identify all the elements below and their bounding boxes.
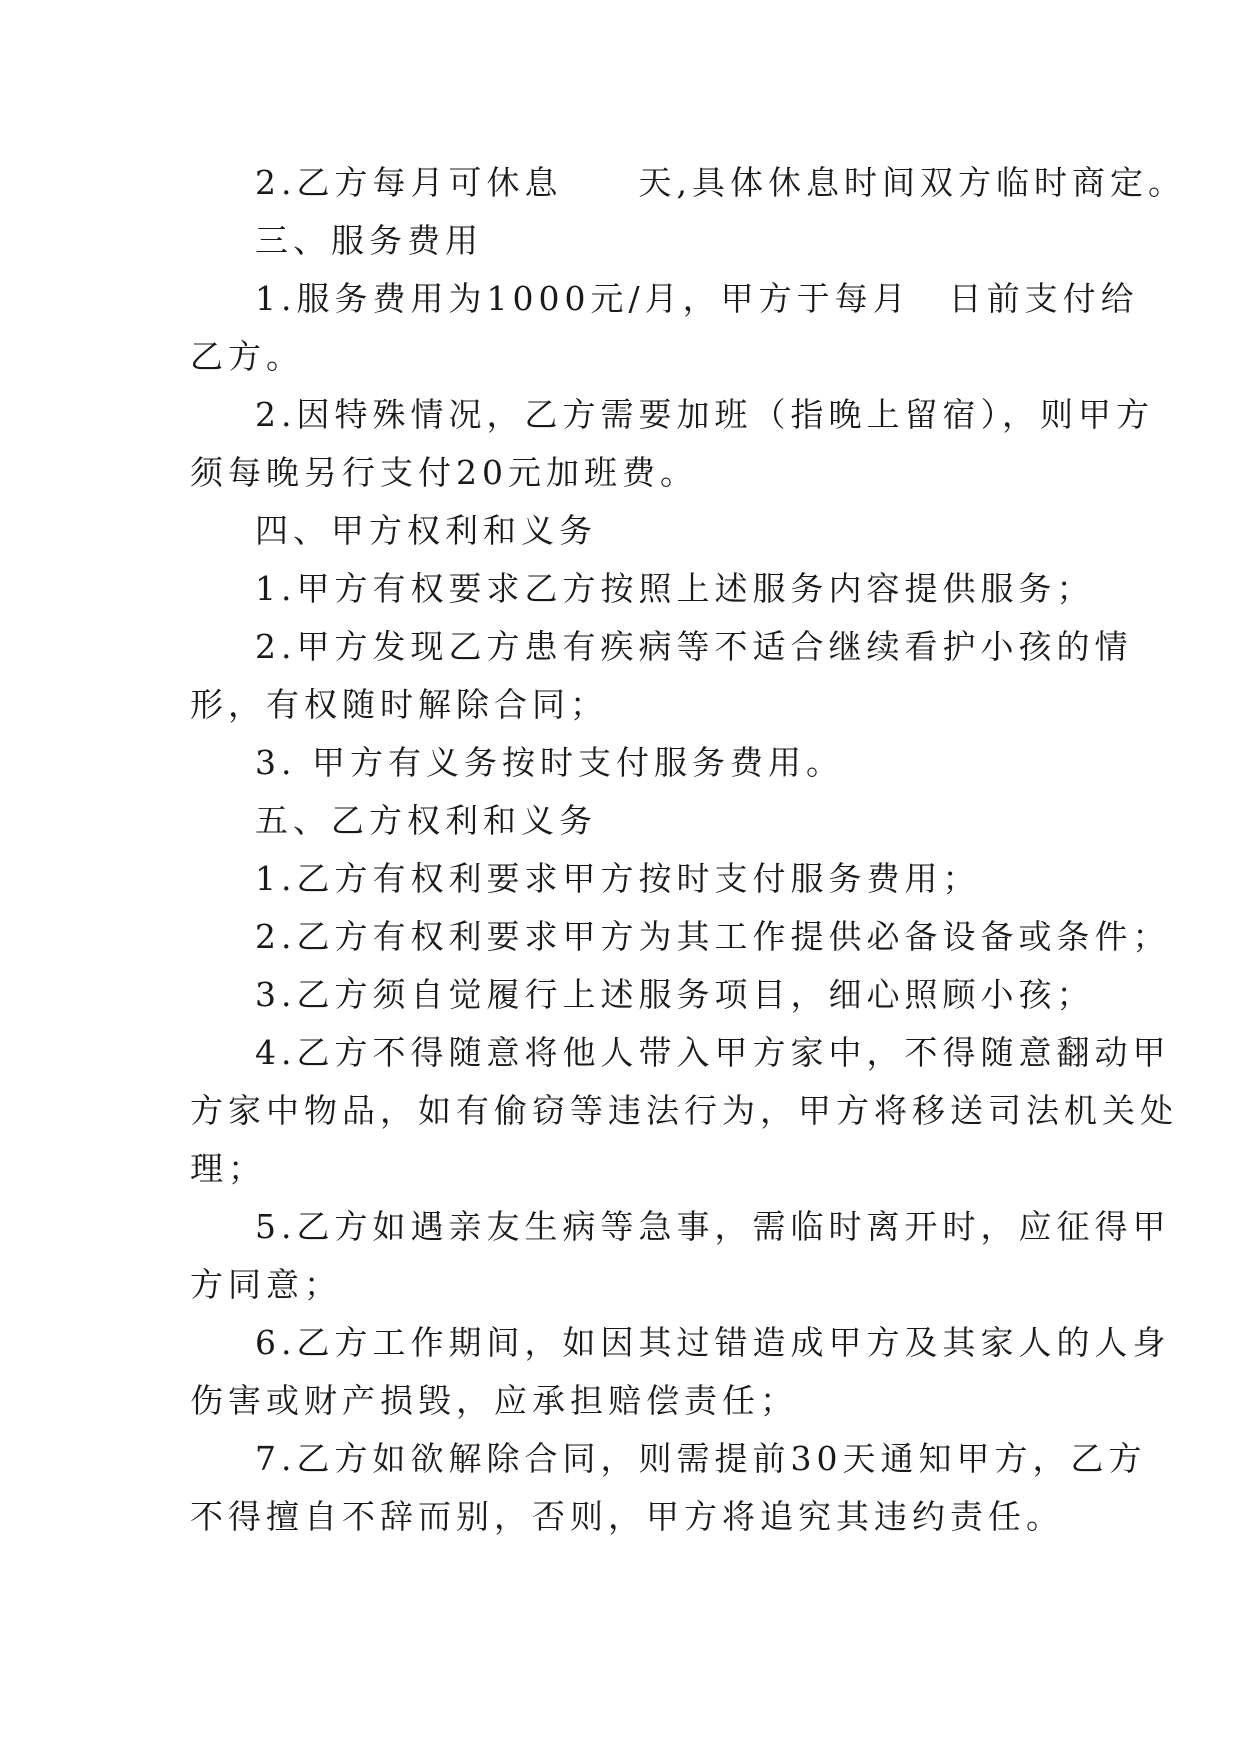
text-line: 2.甲方发现乙方患有疾病等不适合继续看护小孩的情 bbox=[255, 627, 1133, 666]
section-heading: 四、甲方权利和义务 bbox=[255, 511, 597, 550]
text-line: 须每晚另行支付20元加班费。 bbox=[190, 453, 698, 492]
text-line: 方家中物品，如有偷窃等违法行为，甲方将移送司法机关处 bbox=[190, 1091, 1178, 1130]
section-heading: 五、乙方权利和义务 bbox=[255, 801, 597, 840]
text-line: 1.甲方有权要求乙方按照上述服务内容提供服务； bbox=[255, 569, 1095, 608]
text-line: 3. 甲方有义务按时支付服务费用。 bbox=[255, 743, 844, 782]
section-heading: 三、服务费用 bbox=[255, 221, 483, 260]
text-line: 伤害或财产损毁，应承担赔偿责任； bbox=[190, 1381, 798, 1420]
text-line: 7.乙方如欲解除合同，则需提前30天通知甲方，乙方 bbox=[255, 1439, 1147, 1478]
text-line: 1.乙方有权利要求甲方按时支付服务费用； bbox=[255, 859, 981, 898]
text-line: 2.因特殊情况，乙方需要加班（指晚上留宿），则甲方 bbox=[255, 395, 1154, 434]
text-line: 2.乙方每月可休息 天,具体休息时间双方临时商定。 bbox=[255, 163, 1186, 202]
text-line: 1.服务费用为1000元/月，甲方于每月 日前支付给 bbox=[255, 279, 1139, 318]
text-line: 3.乙方须自觉履行上述服务项目，细心照顾小孩； bbox=[255, 975, 1095, 1014]
text-line: 5.乙方如遇亲友生病等急事，需临时离开时，应征得甲 bbox=[255, 1207, 1171, 1246]
text-line: 形，有权随时解除合同； bbox=[190, 685, 608, 724]
text-line: 方同意； bbox=[190, 1265, 342, 1304]
text-line: 不得擅自不辞而别，否则，甲方将追究其违约责任。 bbox=[190, 1497, 1064, 1536]
text-line: 乙方。 bbox=[190, 337, 304, 376]
text-line: 2.乙方有权利要求甲方为其工作提供必备设备或条件； bbox=[255, 917, 1171, 956]
text-line: 6.乙方工作期间，如因其过错造成甲方及其家人的人身 bbox=[255, 1323, 1171, 1362]
text-line: 4.乙方不得随意将他人带入甲方家中，不得随意翻动甲 bbox=[255, 1033, 1171, 1072]
text-line: 理； bbox=[190, 1149, 266, 1188]
